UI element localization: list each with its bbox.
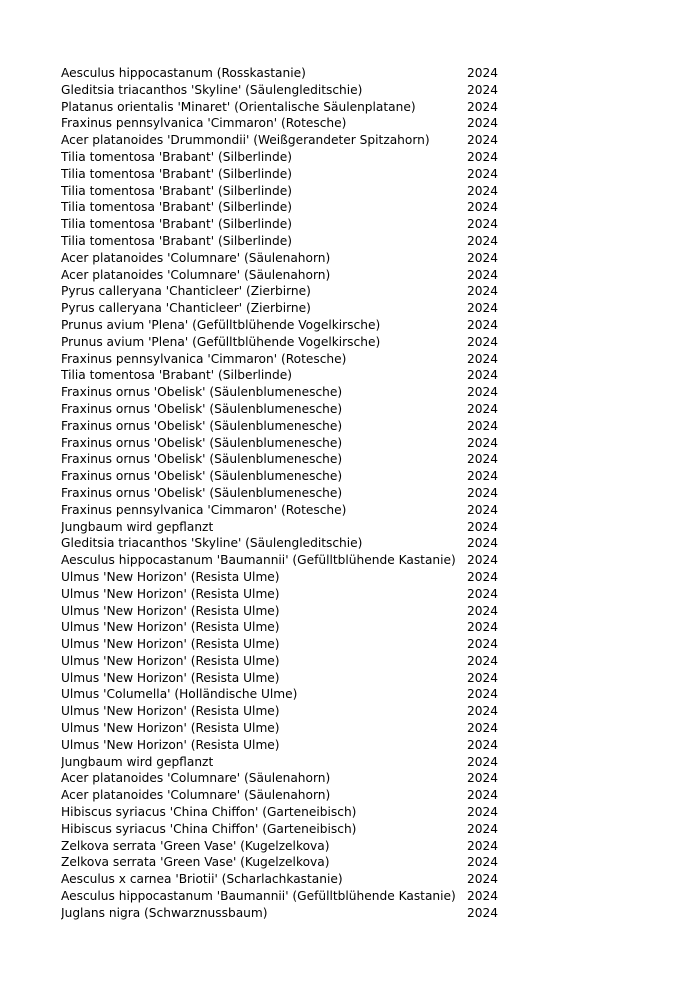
table-row: [61, 283, 531, 300]
planting-year: 2024: [467, 250, 499, 265]
planting-year: 2024: [467, 116, 499, 131]
planting-year: 2024: [467, 687, 499, 702]
tree-name: Fraxinus ornus 'Obelisk' (Säulenblumenesche): [61, 401, 343, 416]
table-row: [61, 351, 531, 368]
tree-name: Tilia tomentosa 'Brabant' (Silberlinde): [61, 183, 292, 198]
planting-year: 2024: [467, 284, 499, 299]
tree-name: Aesculus hippocastanum 'Baumannii' (Gefülltblühende Kastanie): [61, 889, 456, 904]
planting-year: 2024: [467, 385, 499, 400]
tree-list: [61, 65, 531, 922]
tree-name: Fraxinus pennsylvanica 'Cimmaron' (Rotesche): [61, 502, 347, 517]
table-row: [61, 267, 531, 284]
planting-year: 2024: [467, 653, 499, 668]
planting-year: 2024: [467, 586, 499, 601]
tree-name: Tilia tomentosa 'Brabant' (Silberlinde): [61, 368, 292, 383]
planting-year: 2024: [467, 502, 499, 517]
table-row: [61, 149, 531, 166]
planting-year: 2024: [467, 200, 499, 215]
tree-name: Zelkova serrata 'Green Vase' (Kugelzelkova): [61, 838, 330, 853]
tree-name: Ulmus 'New Horizon' (Resista Ulme): [61, 603, 280, 618]
tree-name: Ulmus 'New Horizon' (Resista Ulme): [61, 586, 280, 601]
table-row: [61, 418, 531, 435]
planting-year: 2024: [467, 469, 499, 484]
planting-year: 2024: [467, 351, 499, 366]
table-row: [61, 838, 531, 855]
planting-year: 2024: [467, 317, 499, 332]
table-row: [61, 821, 531, 838]
planting-year: 2024: [467, 166, 499, 181]
tree-name: Ulmus 'Columella' (Holländische Ulme): [61, 687, 298, 702]
planting-year: 2024: [467, 805, 499, 820]
table-row: [61, 888, 531, 905]
planting-year: 2024: [467, 754, 499, 769]
tree-name: Aesculus hippocastanum 'Baumannii' (Gefülltblühende Kastanie): [61, 553, 456, 568]
planting-year: 2024: [467, 233, 499, 248]
tree-name: Juglans nigra (Schwarznussbaum): [61, 905, 268, 920]
table-row: [61, 317, 531, 334]
planting-year: 2024: [467, 485, 499, 500]
tree-name: Fraxinus ornus 'Obelisk' (Säulenblumenesche): [61, 385, 343, 400]
table-row: [61, 216, 531, 233]
tree-name: Jungbaum wird gepflanzt: [61, 754, 214, 769]
planting-year: 2024: [467, 82, 499, 97]
tree-name: Gleditsia triacanthos 'Skyline' (Säulengleditschie): [61, 536, 363, 551]
table-row: [61, 603, 531, 620]
table-row: [61, 250, 531, 267]
tree-name: Acer platanoides 'Drummondii' (Weißgerandeter Spitzahorn): [61, 133, 430, 148]
table-row: [61, 132, 531, 149]
tree-name: Acer platanoides 'Columnare' (Säulenahorn): [61, 250, 331, 265]
tree-name: Tilia tomentosa 'Brabant' (Silberlinde): [61, 233, 292, 248]
tree-name: Aesculus x carnea 'Briotii' (Scharlachkastanie): [61, 872, 343, 887]
table-row: [61, 451, 531, 468]
table-row: [61, 115, 531, 132]
tree-name: Hibiscus syriacus 'China Chiffon' (Garteneibisch): [61, 805, 357, 820]
table-row: [61, 569, 531, 586]
tree-name: Ulmus 'New Horizon' (Resista Ulme): [61, 653, 280, 668]
table-row: [61, 300, 531, 317]
tree-name: Ulmus 'New Horizon' (Resista Ulme): [61, 737, 280, 752]
planting-year: 2024: [467, 603, 499, 618]
table-row: [61, 468, 531, 485]
planting-year: 2024: [467, 788, 499, 803]
table-row: [61, 435, 531, 452]
planting-year: 2024: [467, 771, 499, 786]
table-row: [61, 552, 531, 569]
table-row: [61, 485, 531, 502]
planting-year: 2024: [467, 267, 499, 282]
tree-name: Ulmus 'New Horizon' (Resista Ulme): [61, 620, 280, 635]
planting-year: 2024: [467, 569, 499, 584]
table-row: [61, 754, 531, 771]
planting-year: 2024: [467, 536, 499, 551]
planting-year: 2024: [467, 553, 499, 568]
table-row: [61, 65, 531, 82]
tree-name: Fraxinus pennsylvanica 'Cimmaron' (Rotesche): [61, 351, 347, 366]
tree-name: Tilia tomentosa 'Brabant' (Silberlinde): [61, 217, 292, 232]
tree-name: Acer platanoides 'Columnare' (Säulenahorn): [61, 788, 331, 803]
tree-name: Zelkova serrata 'Green Vase' (Kugelzelkova): [61, 855, 330, 870]
planting-year: 2024: [467, 620, 499, 635]
tree-name: Jungbaum wird gepflanzt: [61, 519, 214, 534]
tree-name: Ulmus 'New Horizon' (Resista Ulme): [61, 569, 280, 584]
planting-year: 2024: [467, 133, 499, 148]
table-row: [61, 99, 531, 116]
tree-name: Fraxinus ornus 'Obelisk' (Säulenblumenesche): [61, 435, 343, 450]
table-row: [61, 720, 531, 737]
tree-name: Fraxinus ornus 'Obelisk' (Säulenblumenesche): [61, 452, 343, 467]
planting-year: 2024: [467, 183, 499, 198]
tree-name: Platanus orientalis 'Minaret' (Orientalische Säulenplatane): [61, 99, 416, 114]
tree-name: Prunus avium 'Plena' (Gefülltblühende Vogelkirsche): [61, 334, 381, 349]
table-row: [61, 737, 531, 754]
planting-year: 2024: [467, 905, 499, 920]
planting-year: 2024: [467, 149, 499, 164]
table-row: [61, 854, 531, 871]
table-row: [61, 619, 531, 636]
tree-name: Ulmus 'New Horizon' (Resista Ulme): [61, 721, 280, 736]
tree-name: Ulmus 'New Horizon' (Resista Ulme): [61, 704, 280, 719]
planting-year: 2024: [467, 66, 499, 80]
planting-year: 2024: [467, 99, 499, 114]
planting-year: 2024: [467, 368, 499, 383]
planting-year: 2024: [467, 855, 499, 870]
planting-year: 2024: [467, 838, 499, 853]
planting-year: 2024: [467, 435, 499, 450]
tree-name: Fraxinus pennsylvanica 'Cimmaron' (Rotesche): [61, 116, 347, 131]
tree-name: Ulmus 'New Horizon' (Resista Ulme): [61, 637, 280, 652]
table-row: [61, 535, 531, 552]
planting-year: 2024: [467, 301, 499, 316]
table-row: [61, 82, 531, 99]
tree-name: Prunus avium 'Plena' (Gefülltblühende Vogelkirsche): [61, 317, 381, 332]
tree-name: Hibiscus syriacus 'China Chiffon' (Garteneibisch): [61, 821, 357, 836]
planting-year: 2024: [467, 334, 499, 349]
table-row: [61, 787, 531, 804]
tree-name: Acer platanoides 'Columnare' (Säulenahorn): [61, 771, 331, 786]
table-row: [61, 905, 531, 922]
table-row: [61, 770, 531, 787]
tree-name: Fraxinus ornus 'Obelisk' (Säulenblumenesche): [61, 418, 343, 433]
tree-name: Fraxinus ornus 'Obelisk' (Säulenblumenesche): [61, 469, 343, 484]
planting-year: 2024: [467, 872, 499, 887]
table-row: [61, 519, 531, 536]
tree-name: Acer platanoides 'Columnare' (Säulenahorn): [61, 267, 331, 282]
tree-name: Aesculus hippocastanum (Rosskastanie): [61, 66, 306, 80]
tree-name: Pyrus calleryana 'Chanticleer' (Zierbirne): [61, 284, 311, 299]
table-row: [61, 703, 531, 720]
planting-year: 2024: [467, 637, 499, 652]
table-row: [61, 670, 531, 687]
planting-year: 2024: [467, 452, 499, 467]
table-row: [61, 367, 531, 384]
tree-name: Pyrus calleryana 'Chanticleer' (Zierbirne): [61, 301, 311, 316]
table-row: [61, 183, 531, 200]
planting-year: 2024: [467, 217, 499, 232]
planting-year: 2024: [467, 519, 499, 534]
tree-name: Tilia tomentosa 'Brabant' (Silberlinde): [61, 149, 292, 164]
table-row: [61, 384, 531, 401]
planting-year: 2024: [467, 704, 499, 719]
table-row: [61, 586, 531, 603]
table-row: [61, 401, 531, 418]
table-row: [61, 871, 531, 888]
table-row: [61, 636, 531, 653]
tree-name: Tilia tomentosa 'Brabant' (Silberlinde): [61, 166, 292, 181]
table-row: [61, 804, 531, 821]
tree-name: Tilia tomentosa 'Brabant' (Silberlinde): [61, 200, 292, 215]
planting-year: 2024: [467, 889, 499, 904]
planting-year: 2024: [467, 670, 499, 685]
table-row: [61, 502, 531, 519]
table-row: [61, 686, 531, 703]
table-row: [61, 233, 531, 250]
table-row: [61, 334, 531, 351]
tree-name: Ulmus 'New Horizon' (Resista Ulme): [61, 670, 280, 685]
planting-year: 2024: [467, 821, 499, 836]
table-row: [61, 653, 531, 670]
planting-year: 2024: [467, 401, 499, 416]
planting-year: 2024: [467, 721, 499, 736]
tree-name: Gleditsia triacanthos 'Skyline' (Säulengleditschie): [61, 82, 363, 97]
table-row: [61, 199, 531, 216]
planting-year: 2024: [467, 418, 499, 433]
planting-year: 2024: [467, 737, 499, 752]
tree-name: Fraxinus ornus 'Obelisk' (Säulenblumenesche): [61, 485, 343, 500]
table-row: [61, 166, 531, 183]
